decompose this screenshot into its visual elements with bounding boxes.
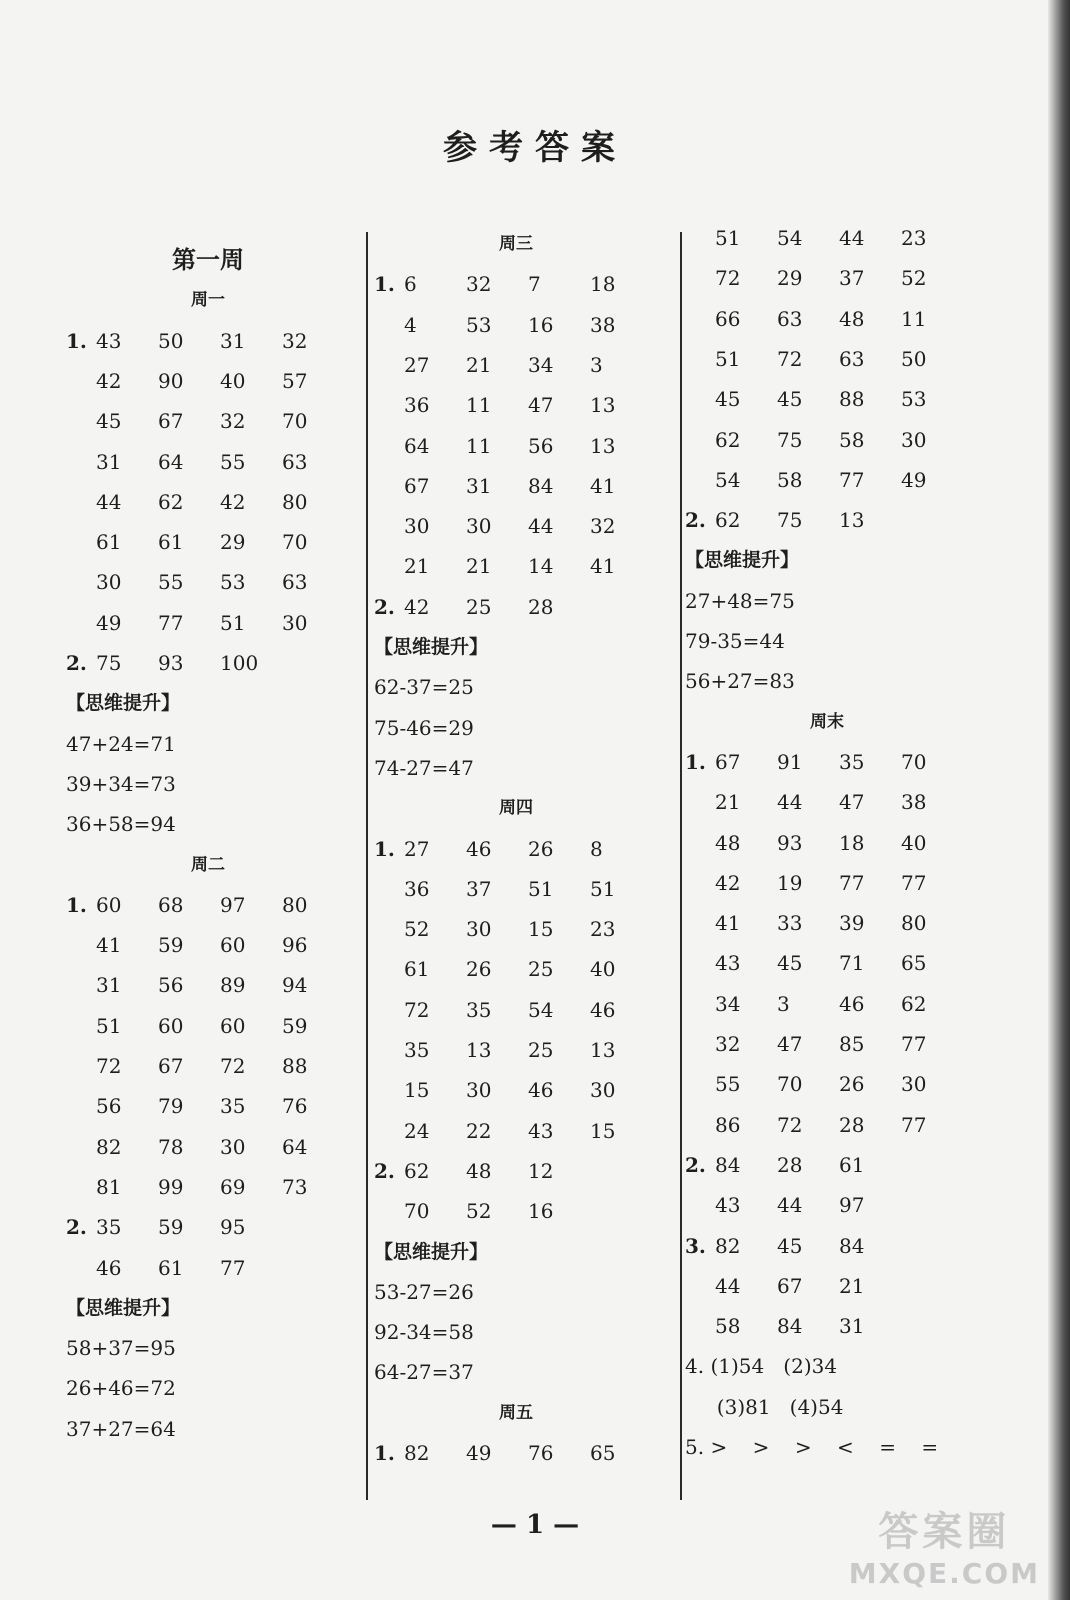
answer-value: 3 (777, 991, 790, 1016)
answer-value: 26 (466, 957, 492, 982)
page-title: 参考答案 (443, 128, 627, 168)
answer-value: 84 (528, 473, 554, 498)
answer-value: 25 (528, 957, 554, 982)
question-number: 1. (685, 749, 706, 774)
equation-line: 58+37=95 (66, 1336, 176, 1361)
answer-value: 59 (158, 933, 184, 958)
day-heading: 周三 (499, 234, 533, 254)
answer-value: 75 (777, 427, 803, 452)
answer-value: 35 (839, 749, 865, 774)
answer-value: 21 (404, 554, 430, 579)
equation-line: 26+46=72 (66, 1376, 176, 1401)
answer-value: 18 (839, 830, 865, 855)
answer-value: 67 (715, 749, 741, 774)
answer-value: 46 (590, 997, 616, 1022)
answer-value: 13 (839, 508, 865, 533)
question-number: 1. (374, 272, 395, 297)
section-heading: 【思维提升】 (374, 1240, 489, 1263)
answer-value: 82 (404, 1441, 430, 1465)
answer-value: 31 (466, 473, 492, 498)
column-divider-right (680, 232, 682, 1500)
answer-value: 30 (220, 1134, 246, 1159)
answer-value: 35 (404, 1038, 430, 1062)
answer-value: 63 (282, 449, 308, 474)
day-heading: 周一 (191, 290, 225, 311)
answer-value: 84 (777, 1314, 803, 1339)
answer-value: 43 (96, 328, 122, 353)
answer-value: 88 (839, 387, 865, 412)
answer-value: 37 (466, 876, 492, 901)
answer-value: 72 (96, 1054, 122, 1078)
answer-value: 31 (96, 973, 122, 998)
answer-value: 57 (282, 368, 308, 393)
answer-value: 51 (590, 876, 616, 901)
answer-value: 12 (528, 1158, 554, 1183)
answer-value: 55 (715, 1072, 741, 1097)
answer-value: 94 (282, 973, 308, 998)
answer-value: 46 (528, 1078, 554, 1103)
answer-value: 51 (96, 1013, 122, 1038)
answer-value: 41 (715, 911, 741, 936)
answer-value: 61 (158, 530, 184, 555)
answer-value: 88 (282, 1054, 308, 1078)
answer-value: 72 (777, 1112, 803, 1137)
answer-value: 21 (466, 554, 492, 579)
answer-value: 38 (901, 790, 927, 815)
answer-value: 54 (528, 997, 554, 1022)
answer-value: 44 (528, 514, 554, 539)
answer-value: 34 (715, 991, 741, 1016)
equation-line: 37+27=64 (66, 1416, 176, 1441)
answer-value: 56 (528, 433, 554, 458)
answer-value: 21 (839, 1273, 865, 1298)
answer-value: 42 (715, 870, 741, 895)
answer-value: 72 (220, 1054, 246, 1078)
answer-value: 22 (466, 1118, 492, 1143)
answer-value: 89 (220, 973, 246, 998)
answer-value: 52 (466, 1199, 492, 1224)
answer-value: 70 (282, 409, 308, 434)
equation-line: 92-34=58 (374, 1320, 474, 1345)
answer-value: 51 (715, 226, 741, 250)
answer-value: 44 (777, 790, 803, 815)
answer-value: 77 (839, 870, 865, 895)
equation-line: 74-27=47 (374, 755, 474, 780)
answer-value: 49 (901, 467, 927, 492)
answer-value: 65 (901, 951, 927, 976)
answer-value: 53 (901, 387, 927, 412)
answer-value: 13 (466, 1038, 492, 1062)
page-edge-shadow (1048, 0, 1070, 1600)
answer-value: 40 (590, 957, 616, 982)
equation-line: 4. (1)54 (2)34 (685, 1354, 838, 1379)
answer-value: 45 (777, 951, 803, 976)
day-heading: 周末 (810, 711, 844, 732)
answer-value: 36 (404, 393, 430, 418)
equation-line: 75-46=29 (374, 715, 474, 740)
answer-value: 44 (96, 489, 122, 514)
answer-value: 31 (220, 328, 246, 353)
answer-value: 78 (158, 1134, 184, 1159)
week-heading: 第一周 (172, 246, 244, 274)
answer-value: 62 (404, 1158, 430, 1183)
answer-value: 77 (901, 870, 927, 895)
answer-value: 42 (96, 368, 122, 393)
answer-value: 68 (158, 892, 184, 917)
answer-value: 32 (282, 328, 308, 353)
answer-value: 97 (220, 892, 246, 917)
answer-value: 62 (715, 427, 741, 452)
answer-value: 72 (404, 997, 430, 1022)
answer-value: 23 (901, 226, 927, 250)
answer-value: 13 (590, 433, 616, 458)
answer-value: 76 (282, 1094, 308, 1119)
answer-value: 28 (777, 1152, 803, 1177)
answer-value: 71 (839, 951, 865, 976)
answer-value: 48 (715, 830, 741, 855)
answer-value: 35 (220, 1094, 246, 1119)
answer-value: 65 (590, 1441, 616, 1465)
answer-value: 63 (777, 306, 803, 331)
site-watermark (849, 1500, 1040, 1590)
answer-value: 32 (466, 272, 492, 297)
answer-value: 43 (715, 1193, 741, 1218)
answer-value: 43 (715, 951, 741, 976)
answer-value: 75 (777, 508, 803, 533)
answer-value: 84 (839, 1233, 865, 1258)
answer-value: 32 (220, 409, 246, 434)
answer-value: 35 (466, 997, 492, 1022)
answer-value: 7 (528, 272, 541, 297)
answer-value: 31 (96, 449, 122, 474)
answer-value: 33 (777, 911, 803, 936)
question-number: 1. (374, 1441, 395, 1465)
section-heading: 【思维提升】 (685, 549, 800, 572)
answer-value: 79 (158, 1094, 184, 1119)
equation-line: 47+24=71 (66, 731, 176, 756)
answer-value: 67 (158, 1054, 184, 1078)
question-number: 2. (374, 1158, 395, 1183)
answer-value: 44 (715, 1273, 741, 1298)
answer-value: 30 (282, 610, 308, 635)
equation-line: 53-27=26 (374, 1279, 474, 1304)
answer-value: 70 (282, 530, 308, 555)
answer-value: 50 (158, 328, 184, 353)
section-heading: 【思维提升】 (66, 692, 181, 715)
answer-value: 63 (282, 570, 308, 595)
answer-value: 60 (220, 933, 246, 958)
answer-value: 30 (466, 917, 492, 942)
answer-value: 75 (96, 651, 122, 675)
answer-value: 49 (96, 610, 122, 635)
answer-value: 50 (901, 346, 927, 371)
answer-value: 80 (282, 892, 308, 917)
answer-value: 58 (777, 467, 803, 492)
answer-value: 70 (777, 1072, 803, 1097)
answer-value: 81 (96, 1174, 122, 1199)
answer-value: 99 (158, 1174, 184, 1199)
answer-value: 44 (839, 226, 865, 250)
answer-value: 37 (839, 266, 865, 291)
equation-line: 56+27=83 (685, 669, 795, 694)
answer-value: 6 (404, 272, 417, 297)
answer-value: 66 (715, 306, 741, 331)
column-divider-left (366, 232, 368, 1500)
answer-value: 45 (777, 1233, 803, 1258)
answer-value: 93 (777, 830, 803, 855)
answer-value: 54 (715, 467, 741, 492)
answer-value: 84 (715, 1152, 741, 1177)
answer-value: 91 (777, 749, 803, 774)
answer-value: 39 (839, 911, 865, 936)
answer-value: 51 (220, 610, 246, 635)
answer-value: 42 (404, 594, 430, 619)
answer-value: 32 (590, 514, 616, 539)
watermark-logo-text: 答案圈 (878, 1509, 1011, 1555)
answer-value: 40 (220, 368, 246, 393)
day-heading: 周四 (499, 798, 533, 819)
answer-value: 82 (96, 1134, 122, 1159)
answer-value: 29 (777, 266, 803, 291)
answer-value: 52 (901, 266, 927, 291)
answer-value: 3 (590, 352, 603, 377)
answer-value: 61 (404, 957, 430, 982)
answer-value: 56 (96, 1094, 122, 1119)
answer-value: 52 (404, 917, 430, 942)
answer-value: 11 (466, 393, 492, 418)
answer-value: 60 (96, 892, 122, 917)
answer-value: 97 (839, 1193, 865, 1218)
answer-value: 61 (839, 1152, 865, 1177)
answer-value: 47 (528, 393, 554, 418)
answer-value: 67 (404, 473, 430, 498)
answer-value: 93 (158, 651, 184, 675)
answer-value: 30 (96, 570, 122, 595)
answer-value: 77 (158, 610, 184, 635)
equation-line: 27+48=75 (685, 588, 795, 613)
equation-line: 39+34=73 (66, 771, 176, 796)
answer-value: 29 (220, 530, 246, 555)
answer-value: 26 (528, 836, 554, 861)
answer-value: 45 (715, 387, 741, 412)
question-number: 3. (685, 1233, 706, 1258)
answer-value: 25 (528, 1038, 554, 1062)
answer-value: 8 (590, 836, 603, 861)
answer-value: 30 (466, 514, 492, 539)
answer-value: 26 (839, 1072, 865, 1097)
answer-value: 11 (466, 433, 492, 458)
answer-value: 27 (404, 352, 430, 377)
answer-value: 40 (901, 830, 927, 855)
answer-value: 77 (839, 467, 865, 492)
answer-value: 21 (466, 352, 492, 377)
section-heading: 【思维提升】 (66, 1296, 181, 1319)
question-number: 2. (685, 1152, 706, 1177)
equation-line: 62-37=25 (374, 675, 474, 700)
answer-value: 44 (777, 1193, 803, 1218)
answer-value: 53 (466, 312, 492, 337)
answer-value: 24 (404, 1118, 430, 1143)
answer-value: 67 (158, 409, 184, 434)
answer-value: 49 (466, 1441, 492, 1465)
answer-value: 59 (282, 1013, 308, 1038)
answer-value: 62 (158, 489, 184, 514)
answer-value: 32 (715, 1032, 741, 1056)
answer-value: 19 (777, 870, 803, 895)
answer-value: 30 (901, 427, 927, 452)
answer-value: 90 (158, 368, 184, 393)
answer-value: 73 (282, 1174, 308, 1199)
answer-value: 72 (715, 266, 741, 291)
answer-value: 13 (590, 393, 616, 418)
question-number: 2. (374, 594, 395, 619)
answer-value: 69 (220, 1174, 246, 1199)
answer-value: 76 (528, 1441, 554, 1465)
answer-value: 41 (590, 473, 616, 498)
answer-value: 51 (715, 346, 741, 371)
answer-value: 55 (158, 570, 184, 595)
answer-value: 48 (839, 306, 865, 331)
answer-value: 62 (715, 508, 741, 533)
answer-value: 45 (96, 409, 122, 434)
answer-value: 48 (466, 1158, 492, 1183)
answer-value: 54 (777, 226, 803, 250)
answer-value: 85 (839, 1032, 865, 1056)
answer-value: 96 (282, 933, 308, 958)
answer-value: 16 (528, 1199, 554, 1224)
page-number: — 1 — (490, 1510, 580, 1540)
answer-value: 100 (220, 651, 259, 675)
question-number: 1. (374, 836, 395, 861)
answer-value: 42 (220, 489, 246, 514)
answer-value: 58 (715, 1314, 741, 1339)
answer-value: 18 (590, 272, 616, 297)
answer-value: 43 (528, 1118, 554, 1143)
answer-value: 55 (220, 449, 246, 474)
equation-line: 36+58=94 (66, 812, 176, 837)
answer-value: 80 (901, 911, 927, 936)
answer-value: 30 (404, 514, 430, 539)
answer-value: 36 (404, 876, 430, 901)
answer-value: 77 (901, 1032, 927, 1056)
answer-value: 38 (590, 312, 616, 337)
question-number: 2. (66, 651, 87, 675)
answer-value: 16 (528, 312, 554, 337)
answer-value: 58 (839, 427, 865, 452)
answer-value: 41 (590, 554, 616, 579)
equation-line: (3)81 (4)54 (685, 1394, 844, 1419)
answer-value: 25 (466, 594, 492, 619)
answer-value: 30 (901, 1072, 927, 1097)
answer-value: 60 (158, 1013, 184, 1038)
answer-value: 15 (528, 917, 554, 942)
answer-value: 46 (466, 836, 492, 861)
answer-value: 21 (715, 790, 741, 815)
answer-value: 46 (96, 1255, 122, 1280)
answer-value: 72 (777, 346, 803, 371)
answer-value: 64 (282, 1134, 308, 1159)
answer-value: 56 (158, 973, 184, 998)
answer-value: 14 (528, 554, 554, 579)
answer-value: 28 (839, 1112, 865, 1137)
answer-value: 67 (777, 1273, 803, 1298)
answer-value: 61 (96, 530, 122, 555)
answer-value: 27 (404, 836, 430, 861)
answer-value: 82 (715, 1233, 741, 1258)
day-heading: 周五 (499, 1402, 533, 1423)
answer-value: 70 (901, 749, 927, 774)
answer-value: 62 (901, 991, 927, 1016)
answer-value: 47 (839, 790, 865, 815)
answer-value: 15 (590, 1118, 616, 1143)
answer-value: 51 (528, 876, 554, 901)
answer-value: 77 (901, 1112, 927, 1137)
answer-value: 23 (590, 917, 616, 942)
day-heading: 周二 (191, 854, 225, 875)
answer-value: 64 (158, 449, 184, 474)
answer-value: 47 (777, 1032, 803, 1056)
watermark-site-text: MXQE.COM (848, 1557, 1040, 1590)
answer-value: 63 (839, 346, 865, 371)
question-number: 2. (685, 508, 706, 533)
section-heading: 【思维提升】 (374, 636, 489, 658)
question-number: 2. (66, 1215, 87, 1240)
answer-value: 30 (590, 1078, 616, 1103)
answer-value: 53 (220, 570, 246, 595)
answer-value: 4 (404, 312, 417, 337)
answer-value: 35 (96, 1215, 122, 1240)
equation-line: 79-35=44 (685, 629, 785, 653)
question-number: 1. (66, 892, 87, 917)
answer-value: 80 (282, 489, 308, 514)
answer-value: 64 (404, 433, 430, 458)
answer-value: 13 (590, 1038, 616, 1062)
answer-value: 41 (96, 933, 122, 958)
answer-value: 11 (901, 306, 927, 331)
answer-value: 70 (404, 1199, 430, 1224)
answer-value: 45 (777, 387, 803, 412)
equation-line: 64-27=37 (374, 1360, 474, 1385)
answer-value: 28 (528, 594, 554, 619)
answer-value: 95 (220, 1215, 246, 1240)
answer-value: 46 (839, 991, 865, 1016)
answer-value: 60 (220, 1013, 246, 1038)
answer-value: 34 (528, 352, 554, 377)
answer-value: 61 (158, 1255, 184, 1280)
question-number: 1. (66, 328, 87, 353)
answer-value: 30 (466, 1078, 492, 1103)
answer-value: 31 (839, 1314, 865, 1339)
answer-value: 77 (220, 1255, 246, 1280)
answer-value: 86 (715, 1112, 741, 1137)
answer-value: 59 (158, 1215, 184, 1240)
equation-line: 5. > > > < = = (685, 1435, 939, 1459)
answer-value: 15 (404, 1078, 430, 1103)
